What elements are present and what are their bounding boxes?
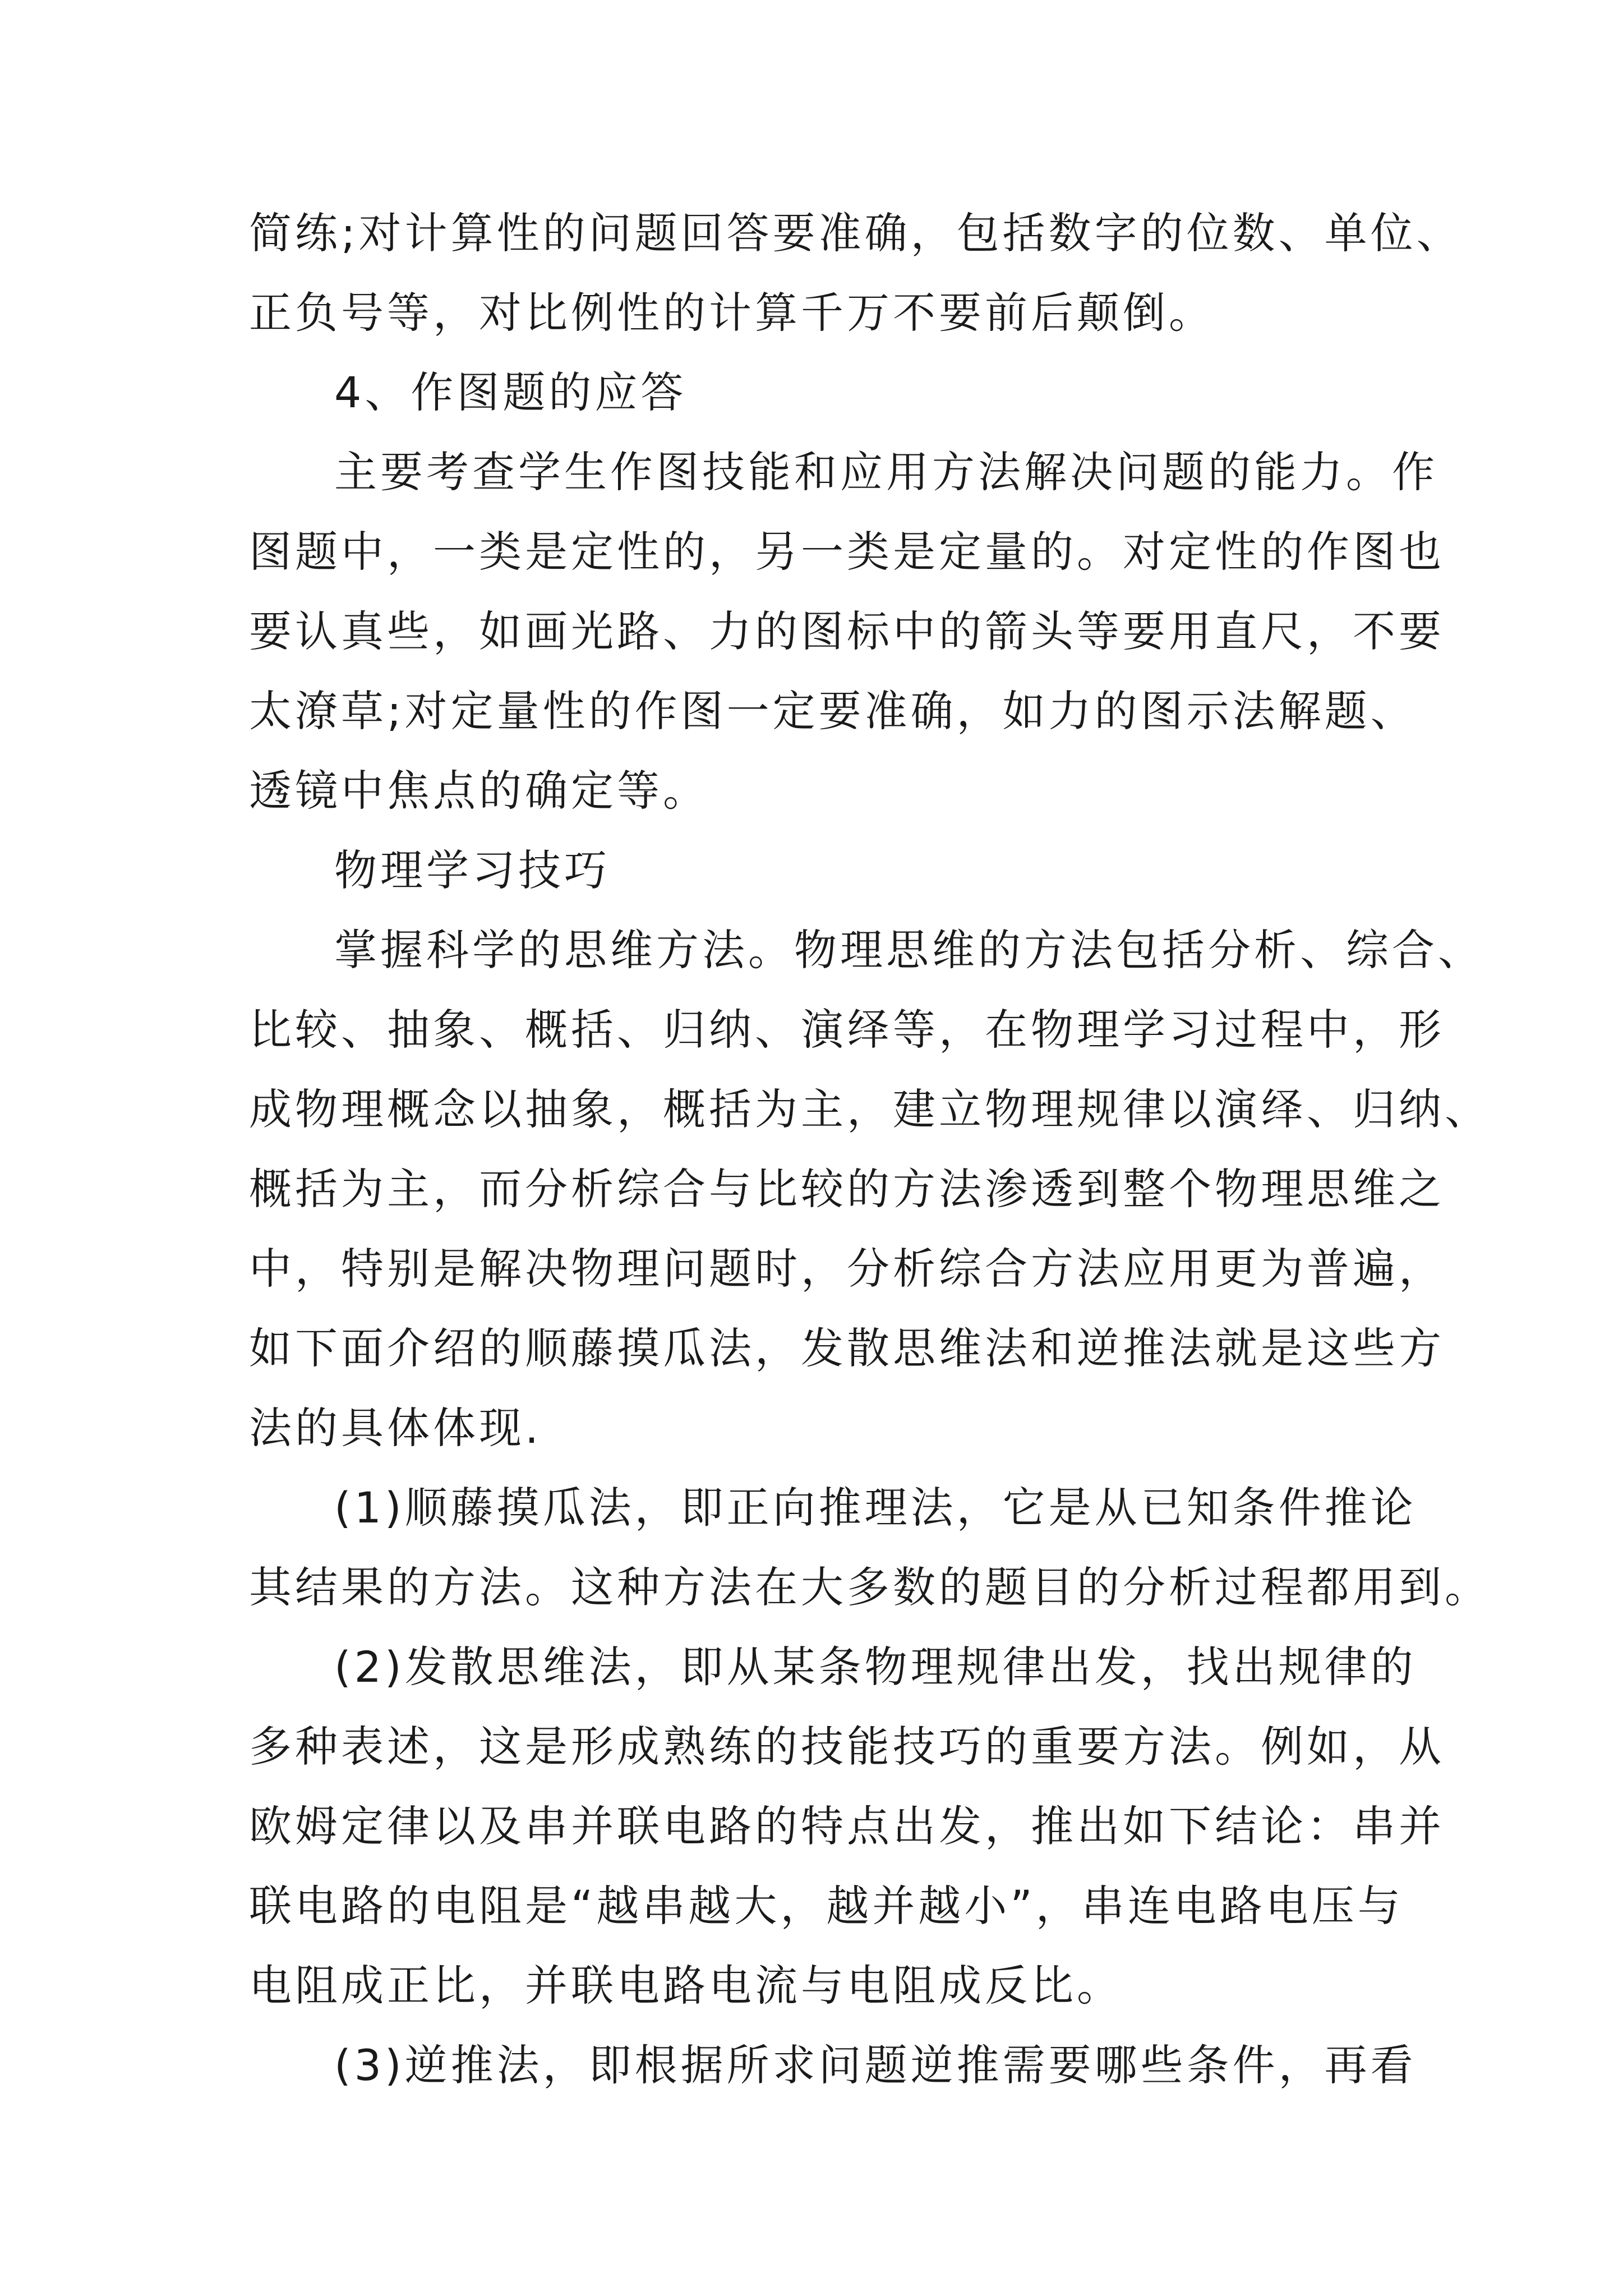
text-line: 法的具体体现. — [249, 1403, 542, 1453]
section-heading: 物理学习技巧 — [334, 845, 610, 895]
text-line: (1)顺藤摸瓜法，即正向推理法，它是从已知条件推论 — [334, 1483, 1417, 1533]
text-body — [249, 194, 1491, 2105]
section-heading: 4、作图题的应答 — [334, 367, 687, 417]
text-line: 图题中，一类是定性的，另一类是定量的。对定性的作图也 — [249, 527, 1445, 577]
text-line: 中，特别是解决物理问题时，分析综合方法应用更为普遍， — [249, 1244, 1445, 1294]
text-line: 联电路的电阻是“越串越大，越并越小”，串连电路电压与 — [249, 1881, 1404, 1931]
text-line: 透镜中焦点的确定等。 — [249, 766, 709, 816]
text-line: 欧姆定律以及串并联电路的特点出发，推出如下结论：串并 — [249, 1801, 1445, 1851]
text-line: 简练;对计算性的问题回答要准确，包括数字的位数、单位、 — [249, 208, 1463, 258]
text-line: 要认真些，如画光路、力的图标中的箭头等要用直尺，不要 — [249, 606, 1445, 656]
text-line: (2)发散思维法，即从某条物理规律出发，找出规律的 — [334, 1642, 1417, 1692]
text-line: 电阻成正比，并联电路电流与电阻成反比。 — [249, 1961, 1123, 2010]
text-line: 如下面介绍的顺藤摸瓜法，发散思维法和逆推法就是这些方 — [249, 1323, 1445, 1373]
text-line: 成物理概念以抽象，概括为主，建立物理规律以演绎、归纳、 — [249, 1084, 1491, 1134]
text-line: 掌握科学的思维方法。物理思维的方法包括分析、综合、 — [334, 925, 1484, 975]
text-line: 正负号等，对比例性的计算千万不要前后颠倒。 — [249, 288, 1215, 338]
text-line: 比较、抽象、概括、归纳、演绎等，在物理学习过程中，形 — [249, 1005, 1445, 1055]
text-line: 概括为主，而分析综合与比较的方法渗透到整个物理思维之 — [249, 1164, 1445, 1214]
text-line: 其结果的方法。这种方法在大多数的题目的分析过程都用到。 — [249, 1562, 1491, 1612]
text-line: 太潦草;对定量性的作图一定要准确，如力的图示法解题、 — [249, 686, 1417, 736]
text-line: (3)逆推法，即根据所求问题逆推需要哪些条件，再看 — [334, 2040, 1417, 2090]
text-line: 多种表述，这是形成熟练的技能技巧的重要方法。例如，从 — [249, 1722, 1445, 1772]
text-line: 主要考查学生作图技能和应用方法解决问题的能力。作 — [334, 447, 1438, 497]
